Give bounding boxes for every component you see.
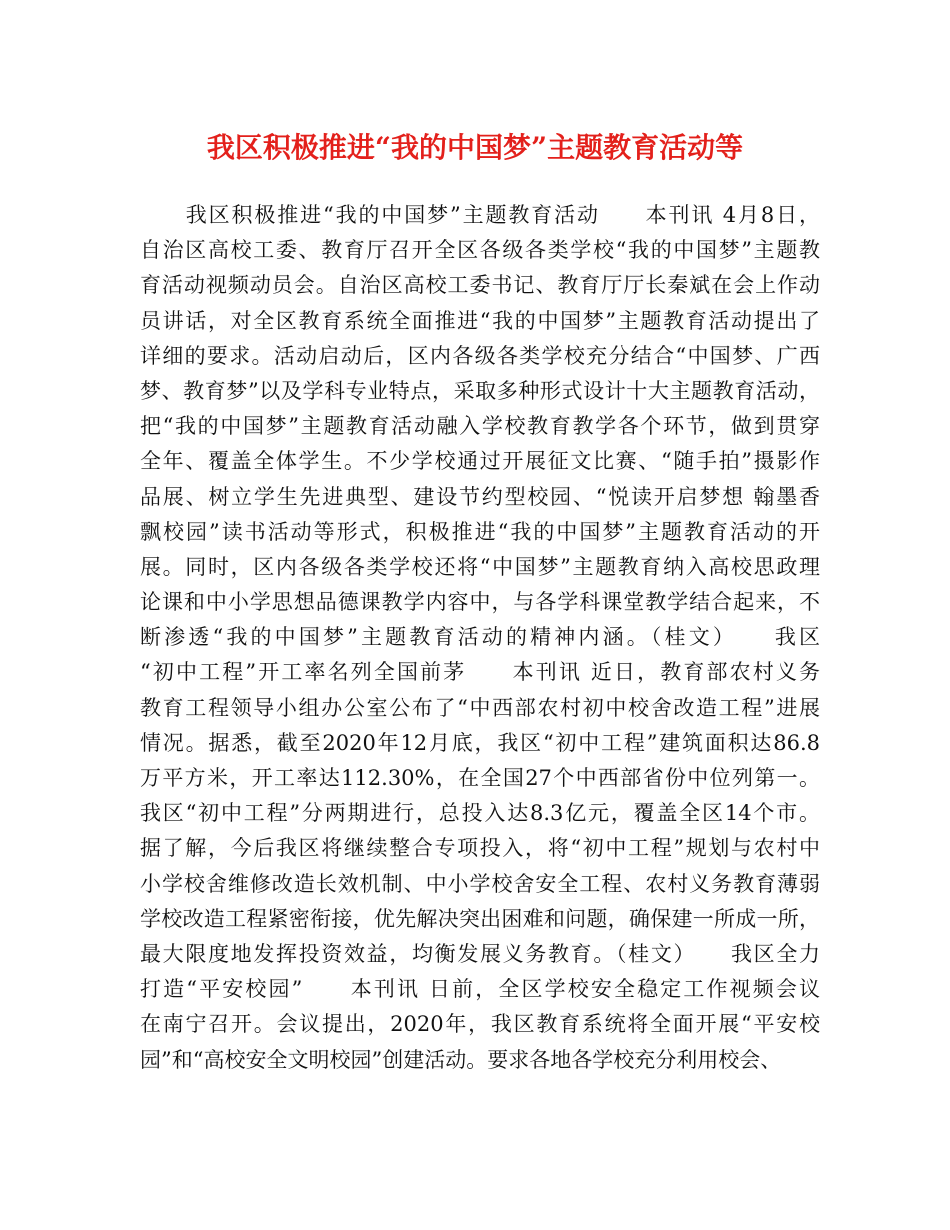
body-line-19: 据了解，今后我区将继续整合专项投入，将“初中工程”规划与农村中 — [140, 836, 820, 861]
body-line-13: 断渗透“我的中国梦”主题教育活动的精神内涵。（桂文） 我区 — [140, 625, 820, 650]
body-line-8: 全年、覆盖全体学生。不少学校通过开展征文比赛、“随手拍”摄影作 — [140, 449, 820, 474]
body-line-21: 学校改造工程紧密衔接，优先解决突出困难和问题，确保建一所成一所， — [140, 906, 820, 931]
body-line-12: 论课和中小学思想品德课教学内容中，与各学科课堂教学结合起来，不 — [140, 590, 820, 615]
document-title: 我区积极推进“我的中国梦”主题教育活动等 — [206, 131, 744, 164]
body-line-3: 育活动视频动员会。自治区高校工委书记、教育厅厅长秦斌在会上作动 — [140, 273, 820, 298]
body-line-16: 情况。据悉，截至2020年12月底，我区“初中工程”建筑面积达86.8 — [140, 730, 820, 755]
body-line-18: 我区“初中工程”分两期进行，总投入达8.3亿元，覆盖全区14个市。 — [140, 801, 820, 826]
body-line-24: 在南宁召开。会议提出，2020年，我区教育系统将全面开展“平安校 — [140, 1012, 820, 1037]
body-line-15: 教育工程领导小组办公室公布了“中西部农村初中校舍改造工程”进展 — [140, 695, 820, 720]
body-line-1: 我区积极推进“我的中国梦”主题教育活动 本刊讯 4月8日， — [140, 203, 820, 227]
body-line-9: 品展、树立学生先进典型、建设节约型校园、“悦读开启梦想 翰墨香 — [140, 484, 820, 509]
body-line-5: 详细的要求。活动启动后，区内各级各类学校充分结合“中国梦、广西 — [140, 343, 820, 368]
body-line-2: 自治区高校工委、教育厅召开全区各级各类学校“我的中国梦”主题教 — [140, 238, 820, 263]
body-line-17: 万平方米，开工率达112.30%，在全国27个中西部省份中位列第一。 — [140, 766, 820, 790]
body-line-6: 梦、教育梦”以及学科专业特点，采取多种形式设计十大主题教育活动， — [140, 378, 820, 403]
body-line-10: 飘校园”读书活动等形式，积极推进“我的中国梦”主题教育活动的开 — [140, 519, 820, 544]
body-line-7: 把“我的中国梦”主题教育活动融入学校教育教学各个环节，做到贯穿 — [140, 414, 820, 439]
document-body — [140, 198, 820, 1078]
body-line-23: 打造“平安校园” 本刊讯 日前，全区学校安全稳定工作视频会议 — [140, 977, 820, 1002]
body-line-14: “初中工程”开工率名列全国前茅 本刊讯 近日，教育部农村义务 — [140, 660, 820, 685]
body-line-4: 员讲话，对全区教育系统全面推进“我的中国梦”主题教育活动提出了 — [140, 308, 820, 333]
body-line-25: 园”和“高校安全文明校园”创建活动。要求各地各学校充分利用校会、 — [140, 1047, 782, 1072]
body-line-20: 小学校舍维修改造长效机制、中小学校舍安全工程、农村义务教育薄弱 — [140, 871, 820, 896]
body-line-22: 最大限度地发挥投资效益，均衡发展义务教育。（桂文） 我区全力 — [140, 941, 820, 966]
body-line-11: 展。同时，区内各级各类学校还将“中国梦”主题教育纳入高校思政理 — [140, 554, 820, 579]
